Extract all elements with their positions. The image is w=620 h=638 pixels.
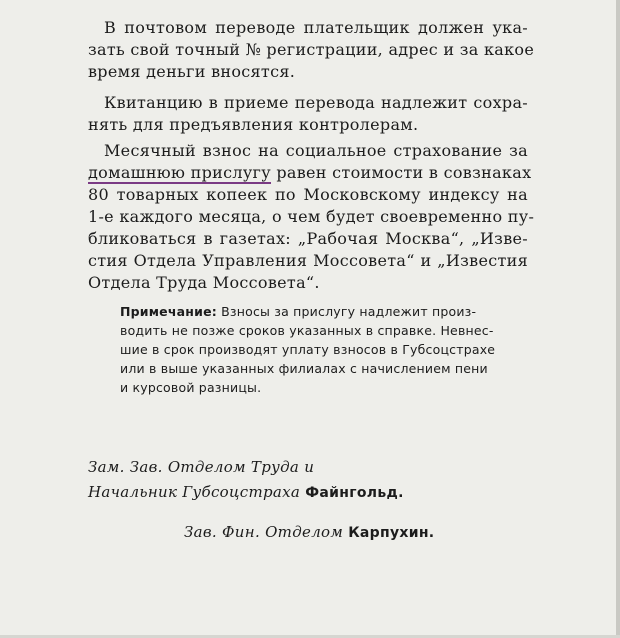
note-label: Примечание: (120, 304, 217, 319)
signature-line (88, 480, 404, 505)
text-fragment: Взносы за прислугу надлежит произ- (216, 304, 477, 319)
text-line: Месячный взнос на социальное страхование за (104, 141, 528, 160)
signature-role-line (88, 455, 314, 479)
signature-role: Зам. Зав. Отделом Труда и (88, 458, 315, 476)
signature-role: Зав. Фин. Отделом (184, 523, 344, 541)
note-line: водить не позже сроков указанных в справке. Невнес- (120, 323, 494, 338)
text-line: 80 товарных копеек по Московскому индексу на (88, 185, 528, 204)
signature-line (184, 520, 434, 545)
paragraph-monthly-contribution (88, 140, 535, 294)
note-line: или в выше указанных филиалах с начислением пени (120, 361, 488, 376)
page-edge (616, 0, 620, 638)
paragraph-receipt (88, 92, 528, 136)
text-line: время деньги вносятся. (88, 62, 296, 81)
signature-name: Карпухин. (348, 525, 435, 541)
text-line: стия Отдела Управления Моссовета“ и „Известия (88, 251, 528, 270)
signature-role: Начальник Губсоцстраха (88, 483, 301, 501)
underlined-phrase: домашнюю прислугу (88, 163, 271, 182)
text-line: бликоваться в газетах: „Рабочая Москва“, „Изве- (88, 229, 528, 248)
note-block (120, 302, 530, 397)
text-line: зать свой точный № регистрации, адрес и за какое (88, 40, 535, 59)
text-line: Квитанцию в приеме перевода надлежит сохра- (104, 93, 528, 112)
text-line: 1-е каждого месяца, о чем будет своевременно пу- (88, 207, 535, 226)
text-fragment: равен стоимости в совзнаках (270, 163, 532, 182)
note-first-line (120, 302, 530, 321)
text-line-with-underline (88, 162, 532, 184)
note-line: и курсовой разницы. (120, 380, 262, 395)
text-line: В почтовом переводе плательщик должен ука- (104, 18, 528, 37)
note-line: шие в срок производят уплату взносов в Губсоцстрахе (120, 342, 496, 357)
signature-name: Файнгольд. (305, 485, 404, 501)
text-line: нять для предъявления контролерам. (88, 115, 419, 134)
text-line: Отдела Труда Моссовета“. (88, 273, 320, 292)
paragraph-payment-transfer (88, 17, 535, 83)
